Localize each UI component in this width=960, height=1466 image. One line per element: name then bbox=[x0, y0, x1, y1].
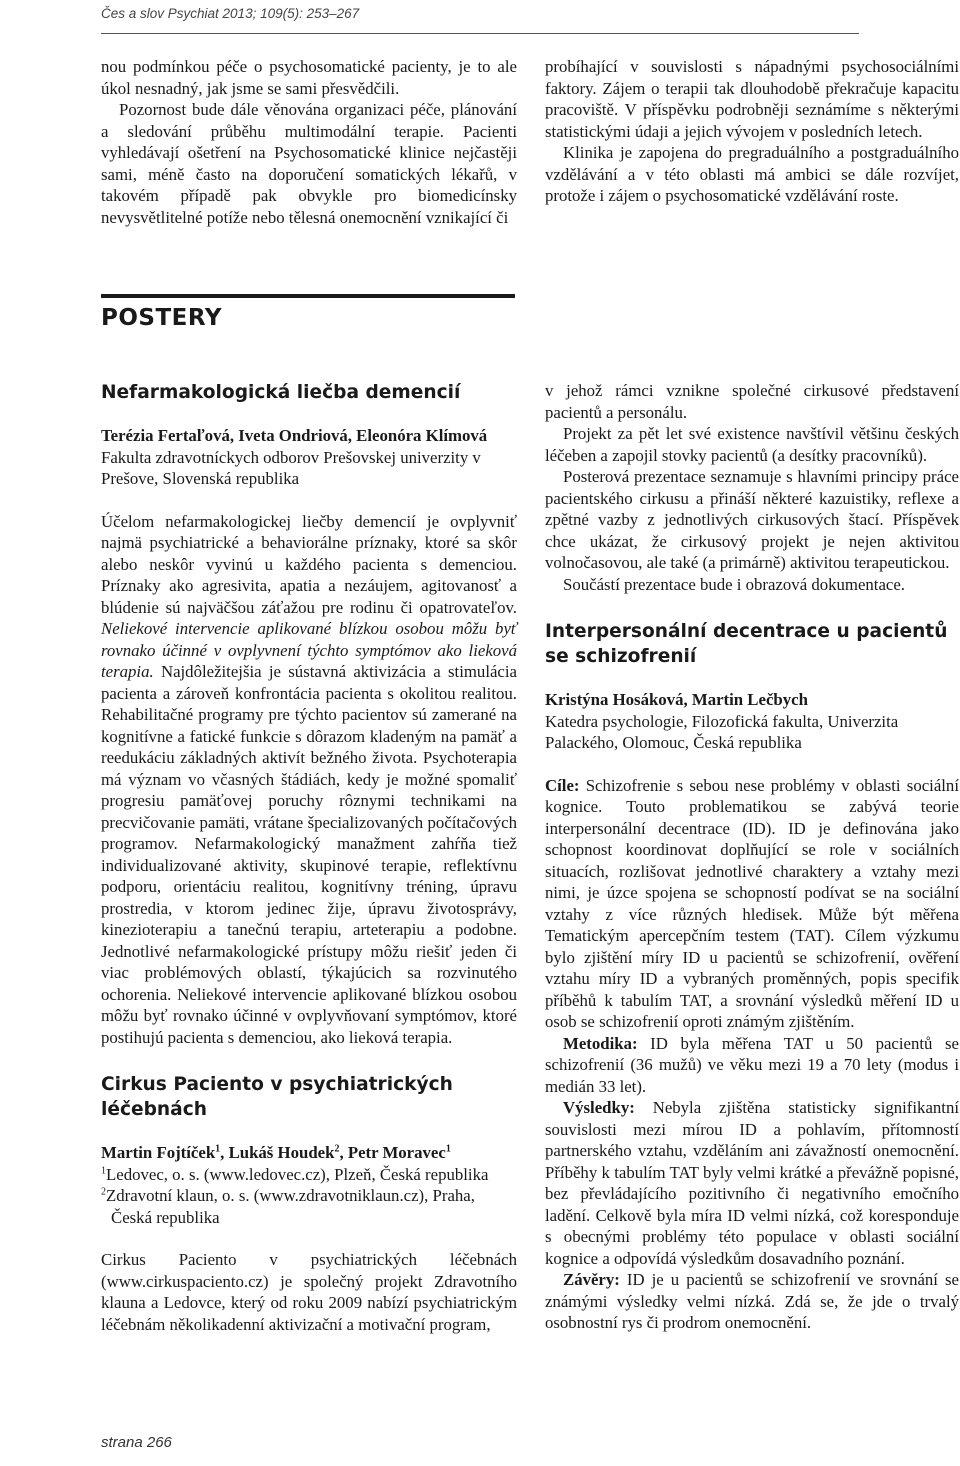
poster-authors: Kristýna Hosáková, Martin Lečbych bbox=[545, 690, 808, 709]
abstract-label: Výsledky: bbox=[563, 1098, 635, 1117]
poster-abstract bbox=[101, 511, 517, 1049]
poster-abstract-goals bbox=[545, 775, 959, 1033]
poster-abstract-results bbox=[545, 1097, 959, 1269]
affiliation-text: Zdravotní klaun, o. s. (www.zdravotniklaun.cz), Praha, bbox=[106, 1186, 475, 1205]
section-title: POSTERY bbox=[101, 305, 222, 331]
author-affiliation-mark: 1 bbox=[215, 1143, 221, 1155]
author-affiliation-mark: 2 bbox=[334, 1143, 340, 1155]
abstract-text: ID byla měřena TAT u 50 pacientů se schizofrenií (36 mužů) ve věku mezi 19 a 70 lety (modus i medián 33 let). bbox=[545, 1033, 959, 1096]
continuation-paragraph: Klinika je zapojena do pregraduálního a postgraduálního vzdělávání a v této oblasti má ambici se dále rozvíjet, protože i zájem o psychosomatické vzdělávání roste. bbox=[545, 143, 959, 205]
page-number: strana 266 bbox=[101, 1434, 172, 1451]
continuation-paragraph: Pozornost bude dále věnována organizaci péče, plánování a sledování průběhu multimodální terapie. Pacienti vyhledávají ošetření na Psychosomatické klinice nejčastěji sami, méně často na doporučení somatických lékařů, v takovém případě pak obvykle pro biomedicínsky nevysvětlitelné potíže nebo tělesná onemocnění vznikající či bbox=[101, 100, 517, 227]
abstract-label: Metodika: bbox=[563, 1033, 638, 1053]
poster-affiliation: Fakulta zdravotníckych odborov Prešovskej univerzity v Prešove, Slovenská republika bbox=[101, 447, 481, 488]
poster-title: Interpersonální decentrace u pacientů se schizofrenií bbox=[545, 621, 948, 667]
poster-affiliation: Katedra psychologie, Filozofická fakulta, Univerzita Palackého, Olomouc, Česká republika bbox=[545, 711, 899, 752]
poster-abstract-method bbox=[545, 1033, 959, 1098]
running-head: Čes a slov Psychiat 2013; 109(5): 253–267 bbox=[101, 6, 360, 21]
continuation-paragraph: nou podmínkou péče o psychosomatické pacienty, je to ale úkol nesnadný, jak jsme se sami přesvědčili. bbox=[101, 57, 517, 98]
author-separator: , bbox=[220, 1143, 229, 1162]
abstract-text: Nebyla zjištěna statisticky signifikantní souvislosti mezi mírou ID a pohlavím, přítomností partnerského vztahu, vzděláním ani závažností onemocnění. Příběhy k tabulím TAT byly velmi krátké a převážně popisné, bez převládajícího pozitivního či negativního emočního ladění. Celkově byla míra ID velmi nízká, což koresponduje s obecnými problémy této populace v oblasti sociální kognice a odpovídá výsledkům dosavadního poznání. bbox=[545, 1098, 959, 1268]
poster-title: Nefarmakologická liečba demencií bbox=[101, 382, 461, 403]
abstract-label: Cíle: bbox=[545, 775, 580, 795]
poster-affiliation bbox=[101, 1185, 517, 1207]
continuation-paragraph: probíhající v souvislosti s nápadnými psychosociálními faktory. Zájem o terapii tak dlouhodobě překračuje kapacitu pracoviště. V příspěvku podrobněji seznámíme s některými statistickými údaji a jejich vývojem v posledních letech. bbox=[545, 57, 959, 141]
poster-authors bbox=[101, 1142, 517, 1164]
abstract-text: Schizofrenie s sebou nese problémy v oblasti sociální kognice. Touto problematikou se zabývá teorie interpersonální decentrace (ID). ID je definována jako schopnost koordinovat doplňující se role v sociálních situacích, rozlišovat jednotlivé charaktery a vztahy mezi nimi, je úzce spojena se schopností podívat se na sociální vztahy z více různých hledisek. Může být měřena Tematickým apercepčním testem (TAT). Cílem výzkumu bylo zjištění míry ID u pacientů se schizofrenií, ověření vztahu míry ID a vybraných proměnných, popis specifik příběhů k tabulím TAT, a srovnání výsledků měření ID u osob se schizofrenií oproti známým zjištěním. bbox=[545, 775, 959, 1031]
poster-abstract: Součástí prezentace bude i obrazová dokumentace. bbox=[563, 574, 905, 594]
poster-affiliation: Česká republika bbox=[111, 1207, 220, 1227]
poster-abstract: Posterová prezentace seznamuje s hlavními principy práce pacientského cirkusu a přináší některé kazuistiky, reflexe a zpětné vazby z jednotlivých cirkusových štací. Příspěvek chce ukázat, že cirkusový projekt je nejen aktivitou volnočasovou, ale také (a primárně) aktivitou terapeutickou. bbox=[545, 467, 959, 572]
continuation-right-column bbox=[545, 56, 959, 207]
poster-abstract: Projekt za pět let své existence navštívil většinu českých léčeben a zapojil stovky pacientů (a desítky pracovníků). bbox=[545, 424, 959, 465]
right-main-column bbox=[545, 380, 959, 1334]
poster-affiliation bbox=[101, 1164, 517, 1186]
poster-abstract-conclusion bbox=[545, 1269, 959, 1334]
abstract-text: Najdôležitejšia je sústavná aktivizácia a stimulácia pacienta a zároveň konfrontácia pacienta s okolitou realitou. Rehabilitačné programy pre týchto pacientov sú zamerané na kognitívne a fatické funkcie s dôrazom kladeným na pamäť a reedukáciu základných aktivít bežného života. Psychoterapia má význam vo včasných štádiách, kedy je možné spomaliť progresiu pamäťovej poruchy rôznymi technikami na precvičovanie pamäti, vrátane špecializovaných počítačových programov. Nefarmakologický manažment zahŕňa tiež individualizované aktivity, skupinové terapie, reflektívnu podporu, orientáciu realitou, kognitívny tréning, úpravu prostredia, v ktorom jedinec žije, úpravu životosprávy, kinezioterapiu a tanečnú terapiu, arteterapiu a podobne. Jednotlivé nefarmakologické prístupy môžu riešiť jeden či viac problémových oblastí, týkajúcich sa rozvinutého ochorenia. Neliekové intervencie aplikované blízkou osobou môžu byť rovnako účinné v ovplyvňovaní symptómov, ktoré postihujú pacienta s demenciou, ako lieková terapia. bbox=[101, 662, 517, 1047]
section-rule bbox=[101, 294, 515, 298]
author-name: Martin Fojtíček bbox=[101, 1143, 216, 1162]
abstract-text: Účelom nefarmakologickej liečby demencií je ovplyvniť najmä psychiatrické a behaviorálne príznaky, ktoré sa skôr alebo neskôr vyvinú u každého pacienta s demenciou. Príznaky ako agresivita, apatia a nezáujem, agitovanosť a blúdenie sú najväčšou záťažou pre rodinu či opatrovateľov. bbox=[101, 511, 517, 617]
author-separator: , bbox=[339, 1143, 348, 1162]
affiliation-mark: 2 bbox=[101, 1186, 106, 1198]
affiliation-mark: 1 bbox=[101, 1164, 106, 1176]
abstract-emphasis: Neliekové intervencie aplikované blízkou osobou môžu byť rovnako účinné v ovplyvnení týchto symptómov ako lieková terapia. bbox=[101, 619, 517, 681]
poster-abstract: Cirkus Paciento v psychiatrických léčebnách (www.cirkuspaciento.cz) je společný projekt Zdravotního klauna a Ledovce, který od roku 2009 nabízí psychiatrickým léčebnám několikadenní aktivizační a motivační program, bbox=[101, 1250, 517, 1334]
header-rule bbox=[101, 33, 859, 34]
abstract-label: Závěry: bbox=[563, 1270, 620, 1289]
continuation-left-column bbox=[101, 56, 517, 228]
author-name: Lukáš Houdek bbox=[228, 1143, 335, 1162]
author-affiliation-mark: 1 bbox=[445, 1143, 451, 1155]
poster-authors: Terézia Fertaľová, Iveta Ondriová, Eleonóra Klímová bbox=[101, 426, 488, 445]
left-main-column bbox=[101, 380, 517, 1335]
poster-abstract: v jehož rámci vznikne společné cirkusové představení pacientů a personálu. bbox=[545, 381, 959, 422]
author-name: Petr Moravec bbox=[347, 1143, 446, 1162]
poster-title: Cirkus Paciento v psychiatrických léčebnách bbox=[101, 1074, 453, 1120]
abstract-text: ID je u pacientů se schizofrenií ve srovnání se známými výsledky velmi nízká. Zdá se, že jde o trvalý osobnostní rys či prodrom onemocnění. bbox=[545, 1270, 959, 1332]
affiliation-text: Ledovec, o. s. (www.ledovec.cz), Plzeň, Česká republika bbox=[106, 1164, 489, 1184]
